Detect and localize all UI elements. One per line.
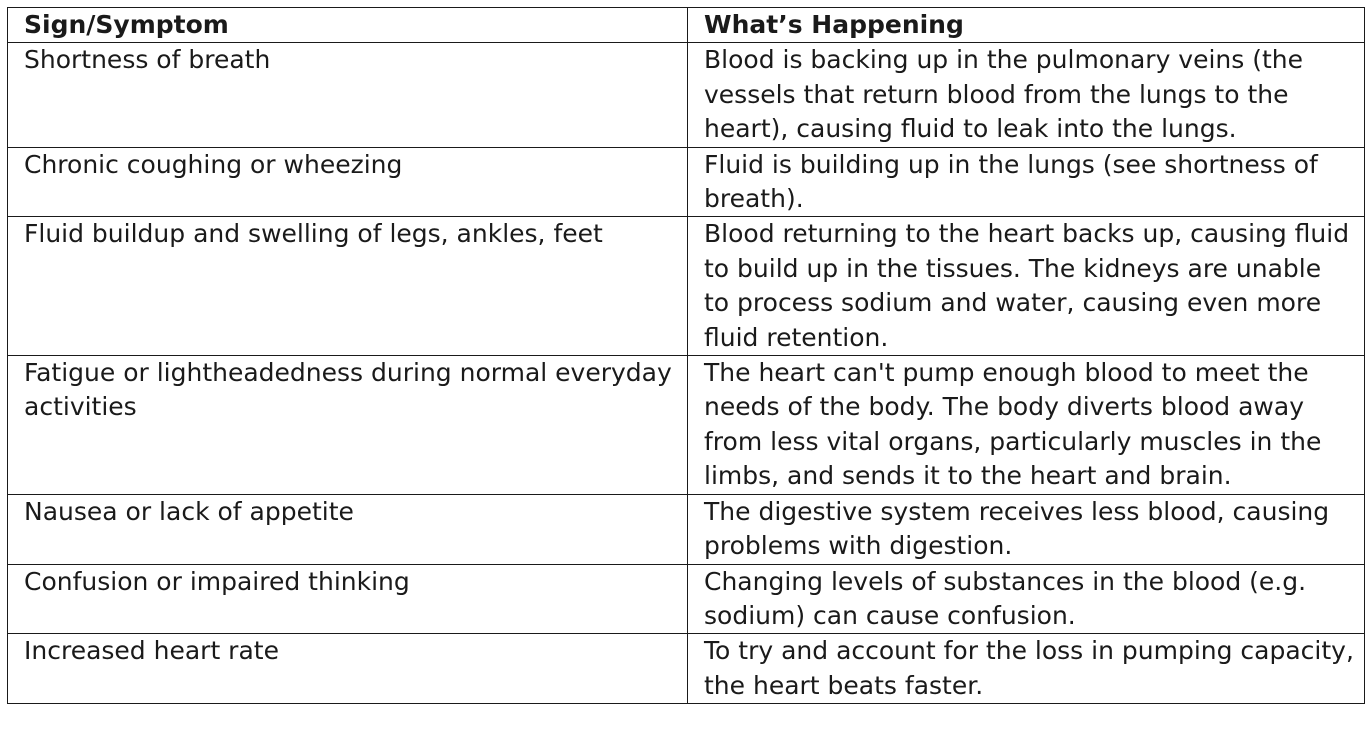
column-header-whats-happening: What’s Happening bbox=[688, 8, 1365, 43]
explanation-cell: Blood returning to the heart backs up, causing fluid to build up in the tissues. The kidneys are unable to process sodium and water, causing even more fluid retention. bbox=[688, 217, 1365, 356]
explanation-cell: The heart can't pump enough blood to meet the needs of the body. The body diverts blood away from less vital organs, particularly muscles in the limbs, and sends it to the heart and brain. bbox=[688, 356, 1365, 495]
symptom-cell: Increased heart rate bbox=[8, 634, 688, 704]
explanation-cell: The digestive system receives less blood, causing problems with digestion. bbox=[688, 494, 1365, 564]
table-row bbox=[8, 356, 1365, 495]
symptom-cell: Nausea or lack of appetite bbox=[8, 494, 688, 564]
symptom-cell: Shortness of breath bbox=[8, 43, 688, 147]
table-row bbox=[8, 217, 1365, 356]
explanation-cell: To try and account for the loss in pumping capacity, the heart beats faster. bbox=[688, 634, 1365, 704]
symptom-cell: Fatigue or lightheadedness during normal everyday activities bbox=[8, 356, 688, 495]
table-row bbox=[8, 634, 1365, 704]
table-row bbox=[8, 564, 1365, 634]
explanation-cell: Changing levels of substances in the blood (e.g. sodium) can cause confusion. bbox=[688, 564, 1365, 634]
explanation-cell: Blood is backing up in the pulmonary veins (the vessels that return blood from the lungs to the heart), causing fluid to leak into the lungs. bbox=[688, 43, 1365, 147]
symptoms-table bbox=[7, 7, 1365, 704]
symptom-cell: Chronic coughing or wheezing bbox=[8, 147, 688, 217]
symptom-cell: Fluid buildup and swelling of legs, ankles, feet bbox=[8, 217, 688, 356]
column-header-sign-symptom: Sign/Symptom bbox=[8, 8, 688, 43]
table-row bbox=[8, 147, 1365, 217]
explanation-cell: Fluid is building up in the lungs (see shortness of breath). bbox=[688, 147, 1365, 217]
table-header-row bbox=[8, 8, 1365, 43]
table-row bbox=[8, 494, 1365, 564]
table-row bbox=[8, 43, 1365, 147]
symptom-cell: Confusion or impaired thinking bbox=[8, 564, 688, 634]
